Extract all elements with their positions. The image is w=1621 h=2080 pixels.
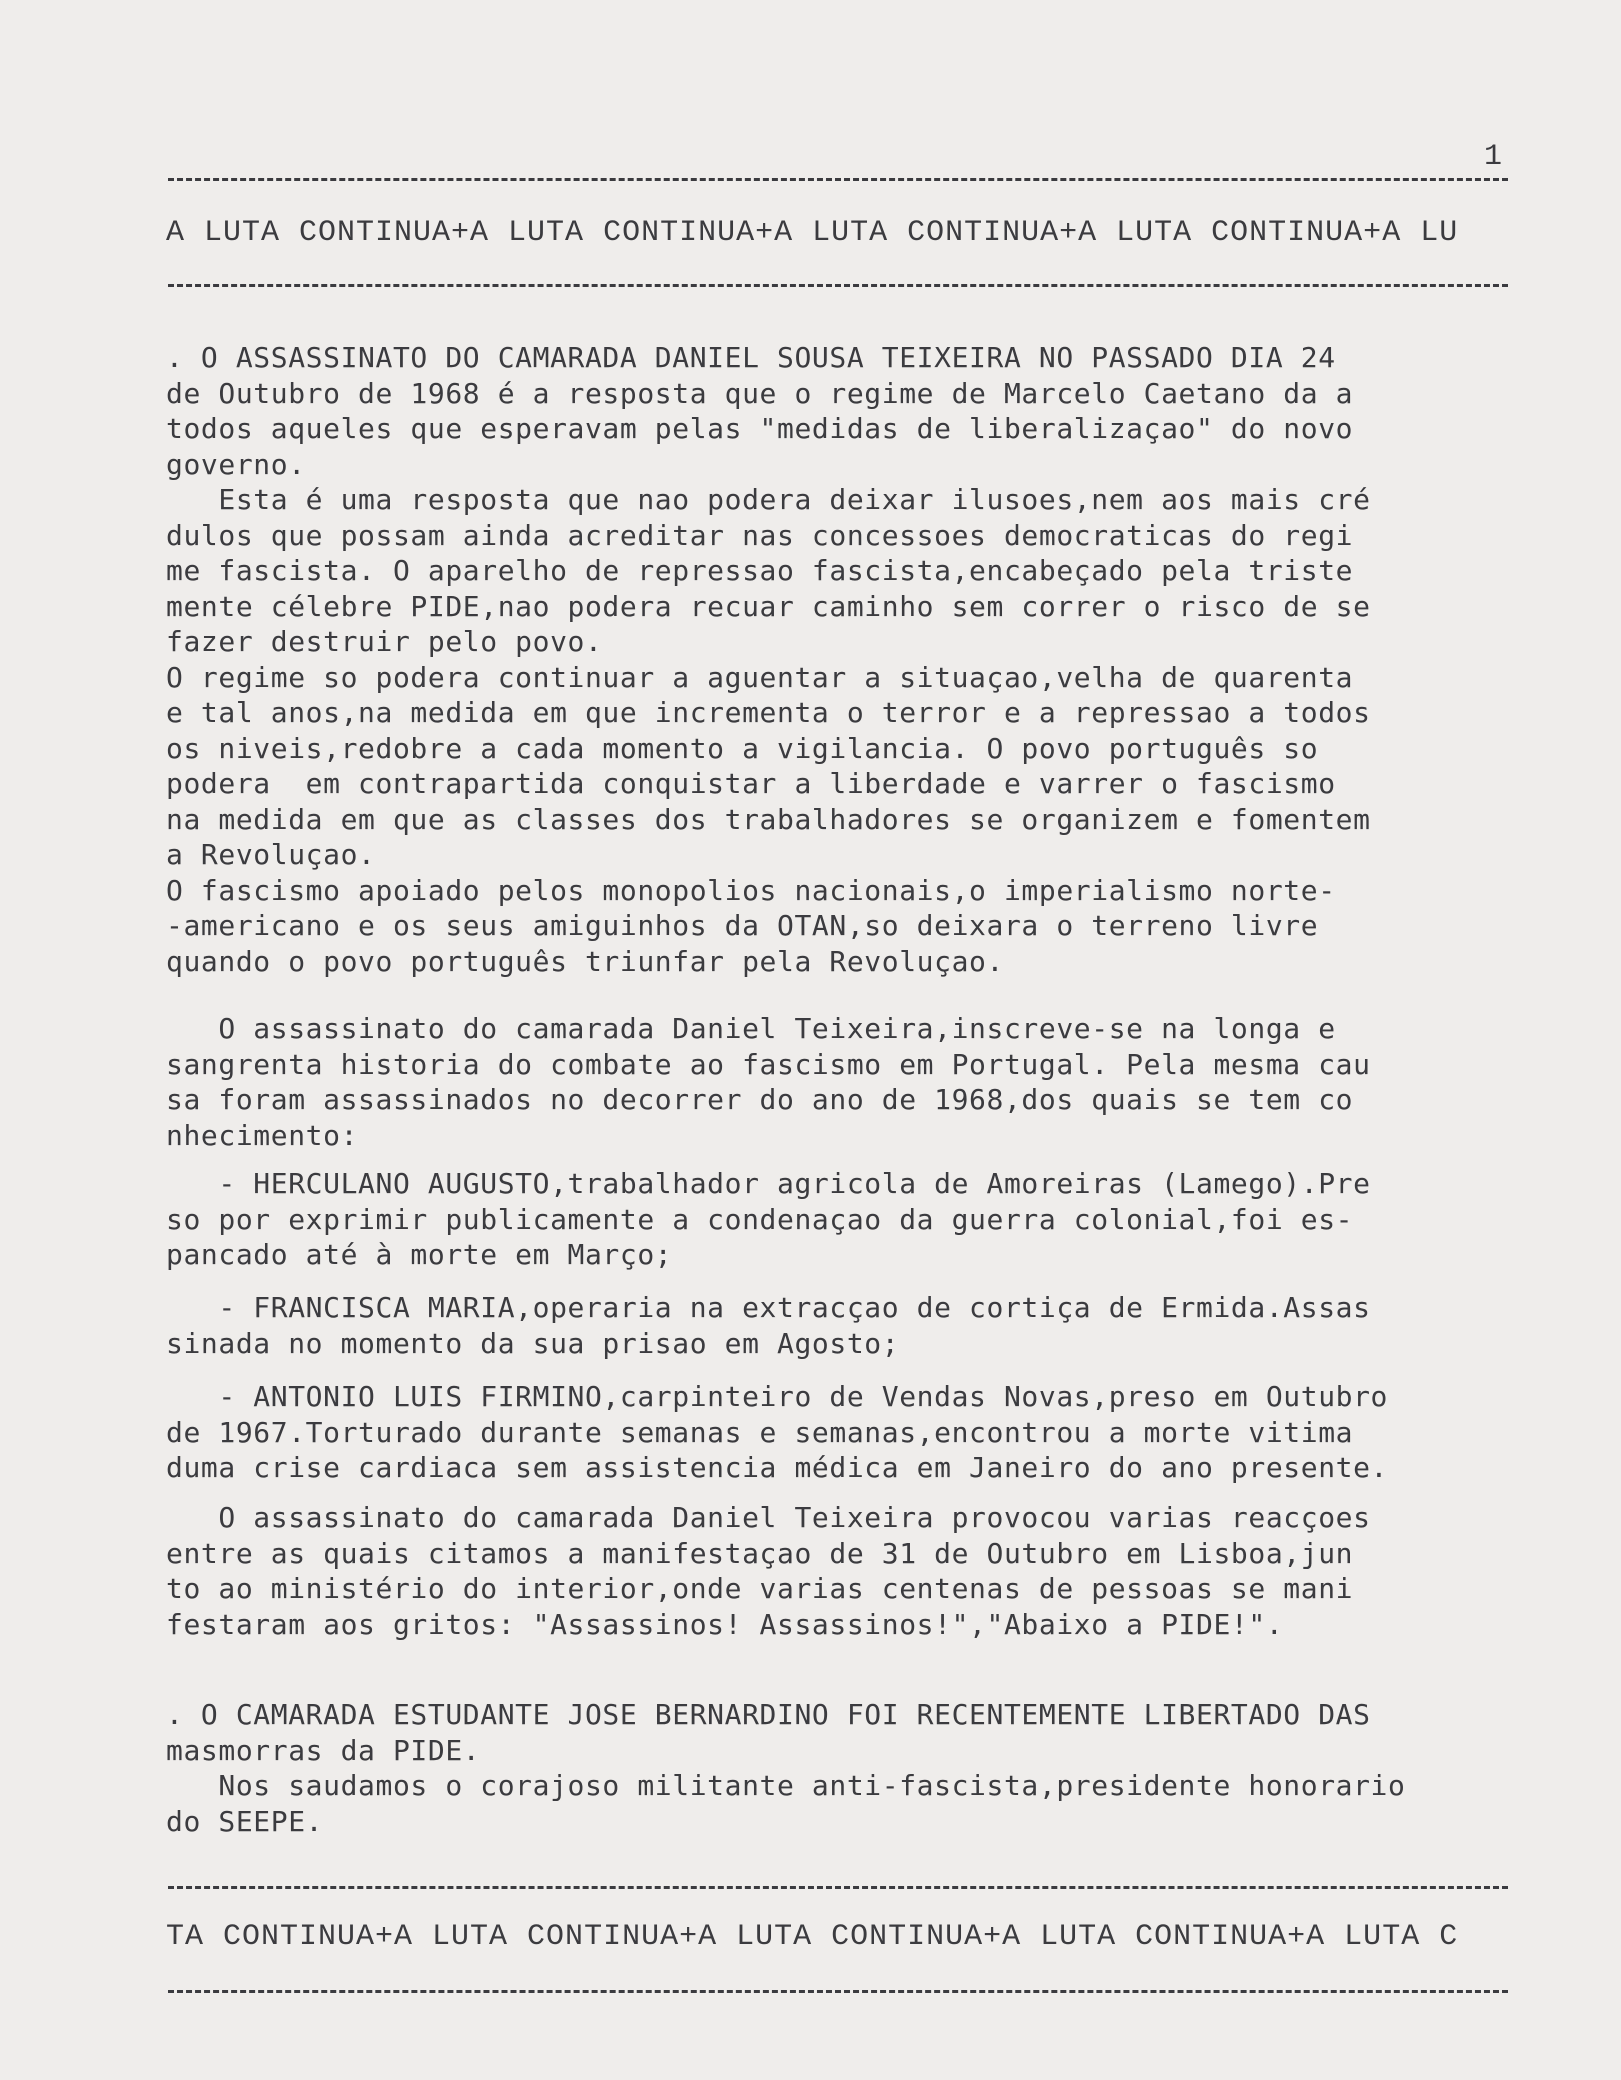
section-assassinato-line: dulos que possam ainda acreditar nas concessoes democraticas do regi xyxy=(166,518,1354,552)
victim-francisca-maria xyxy=(166,1290,1526,1361)
victim-line: so por exprimir publicamente a condenaçao da guerra colonial,foi es- xyxy=(166,1202,1354,1236)
section-jose-bernardino-line: Nos saudamos o corajoso militante anti-fascista,presidente honorario xyxy=(166,1769,1406,1802)
footer-banner: TA CONTINUA+A LUTA CONTINUA+A LUTA CONTINUA+A LUTA CONTINUA+A LUTA C xyxy=(166,1920,1459,1954)
section-jose-bernardino-line: masmorras da PIDE. xyxy=(166,1733,481,1767)
section-reaccoes-line: entre as quais citamos a manifestaçao de 31 de Outubro em Lisboa,jun xyxy=(166,1536,1354,1570)
section-assassinato-line: os niveis,redobre a cada momento a vigilancia. O povo português so xyxy=(166,731,1319,765)
section-assassinato-line: mente célebre PIDE,nao podera recuar caminho sem correr o risco de se xyxy=(166,589,1371,623)
victim-line: duma crise cardiaca sem assistencia médica em Janeiro do ano presente. xyxy=(166,1451,1389,1484)
section-historia-line: O assassinato do camarada Daniel Teixeira,inscreve-se na longa e xyxy=(166,1012,1336,1045)
footer-divider-bottom xyxy=(168,1990,1508,1993)
section-reaccoes-line: festaram aos gritos: "Assassinos! Assassinos!","Abaixo a PIDE!". xyxy=(166,1607,1284,1641)
section-assassinato-line: O regime so podera continuar a aguentar a situaçao,velha de quarenta xyxy=(166,660,1354,694)
section-assassinato-line: e tal anos,na medida em que incrementa o terror e a repressao a todos xyxy=(166,696,1371,729)
victim-line: - HERCULANO AUGUSTO,trabalhador agricola de Amoreiras (Lamego).Pre xyxy=(166,1167,1371,1200)
section-assassinato-line: a Revoluçao. xyxy=(166,838,376,871)
section-assassinato-line: me fascista. O aparelho de repressao fascista,encabeçado pela triste xyxy=(166,554,1354,587)
section-reaccoes-line: O assassinato do camarada Daniel Teixeira provocou varias reacçoes xyxy=(166,1501,1371,1534)
section-assassinato-line: podera em contrapartida conquistar a liberdade e varrer o fascismo xyxy=(166,767,1336,800)
section-jose-bernardino-line: do SEEPE. xyxy=(166,1804,324,1838)
section-jose-bernardino xyxy=(166,1697,1526,1839)
section-assassinato-line: governo. xyxy=(166,447,306,481)
section-assassinato-line: . O ASSASSINATO DO CAMARADA DANIEL SOUSA TEIXEIRA NO PASSADO DIA 24 xyxy=(166,341,1336,374)
victim-antonio-luis-firmino xyxy=(166,1379,1526,1486)
victim-line: sinada no momento da sua prisao em Agosto; xyxy=(166,1326,900,1360)
section-historia-line: sangrenta historia do combate ao fascismo em Portugal. Pela mesma cau xyxy=(166,1047,1371,1081)
section-reaccoes-line: to ao ministério do interior,onde varias centenas de pessoas se mani xyxy=(166,1572,1354,1605)
section-assassinato-line: -americano e os seus amiguinhos da OTAN,so deixara o terreno livre xyxy=(166,909,1319,942)
victim-line: de 1967.Torturado durante semanas e semanas,encontrou a morte vitima xyxy=(166,1415,1354,1449)
victim-line: - FRANCISCA MARIA,operaria na extracçao de cortiça de Ermida.Assas xyxy=(166,1291,1371,1324)
footer-divider-top xyxy=(168,1886,1508,1889)
header-banner: A LUTA CONTINUA+A LUTA CONTINUA+A LUTA CONTINUA+A LUTA CONTINUA+A LU xyxy=(166,216,1459,250)
victim-line: pancado até à morte em Março; xyxy=(166,1238,673,1271)
section-assassinato-line: todos aqueles que esperavam pelas "medidas de liberalizaçao" do novo xyxy=(166,412,1354,445)
section-assassinato-line: O fascismo apoiado pelos monopolios nacionais,o imperialismo norte- xyxy=(166,873,1336,907)
section-historia-line: sa foram assassinados no decorrer do ano de 1968,dos quais se tem co xyxy=(166,1083,1354,1116)
section-assassinato-line: de Outubro de 1968 é a resposta que o regime de Marcelo Caetano da a xyxy=(166,376,1354,410)
header-divider-top xyxy=(168,178,1508,181)
header-divider-bottom xyxy=(168,284,1508,287)
victim-line: - ANTONIO LUIS FIRMINO,carpinteiro de Vendas Novas,preso em Outubro xyxy=(166,1380,1389,1413)
section-assassinato xyxy=(166,340,1526,979)
section-assassinato-line: Esta é uma resposta que nao podera deixar ilusoes,nem aos mais cré xyxy=(166,483,1371,516)
section-historia xyxy=(166,1011,1526,1153)
section-reaccoes xyxy=(166,1500,1526,1642)
victim-herculano-augusto xyxy=(166,1166,1526,1273)
section-assassinato-line: fazer destruir pelo povo. xyxy=(166,625,603,658)
section-assassinato-line: quando o povo português triunfar pela Revoluçao. xyxy=(166,944,1004,978)
section-historia-line: nhecimento: xyxy=(166,1118,359,1152)
section-jose-bernardino-line: . O CAMARADA ESTUDANTE JOSE BERNARDINO FOI RECENTEMENTE LIBERTADO DAS xyxy=(166,1698,1371,1731)
page-number: 1 xyxy=(1484,140,1503,174)
section-assassinato-line: na medida em que as classes dos trabalhadores se organizem e fomentem xyxy=(166,802,1371,836)
